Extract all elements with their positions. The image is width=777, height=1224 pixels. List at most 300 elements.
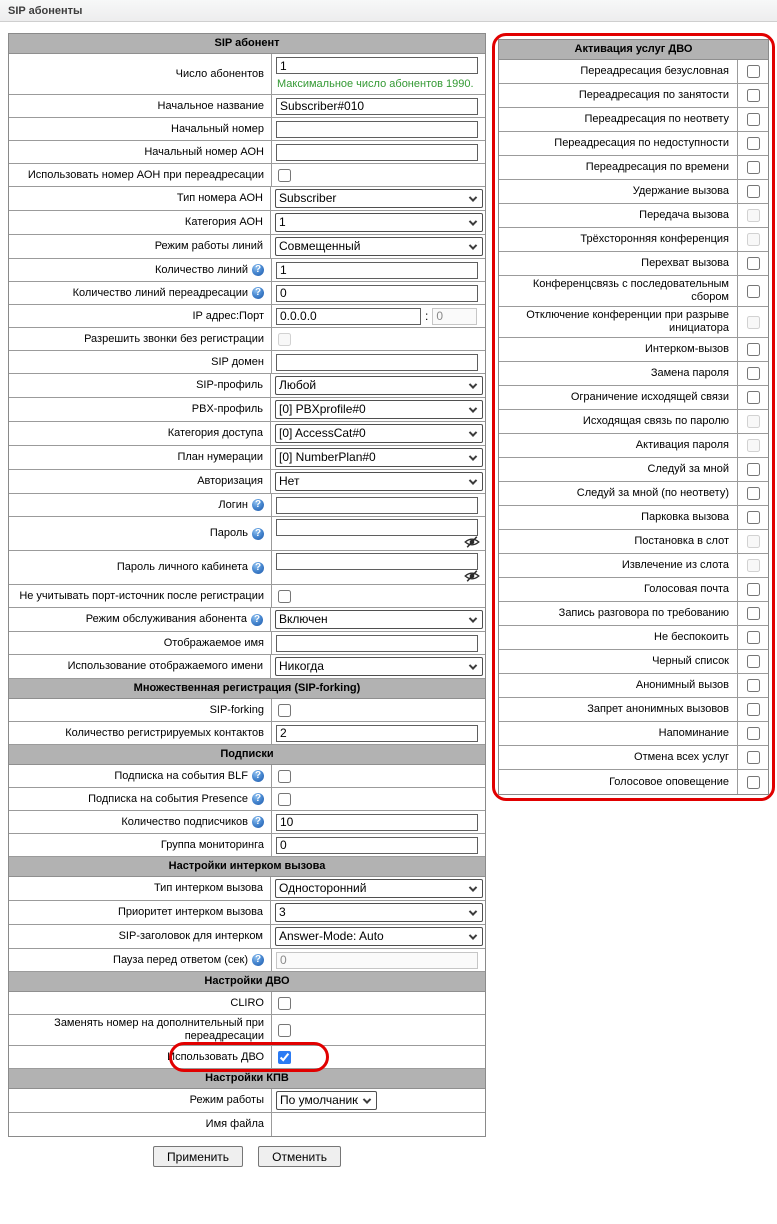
- dvo-row: [499, 362, 768, 386]
- dvo-label-cell: [499, 774, 737, 791]
- section-header: [9, 972, 485, 992]
- field-label-cell: [9, 331, 271, 348]
- field-label: SIP домен: [211, 355, 264, 368]
- dvo-row: [499, 276, 768, 307]
- checkbox[interactable]: [278, 793, 291, 806]
- dvo-label-cell: [499, 341, 737, 358]
- field-label: Количество подписчиков: [121, 815, 248, 828]
- dvo-checkbox-cell: [737, 698, 768, 721]
- field-label: Начальное название: [157, 99, 264, 112]
- dvo-label-cell: [499, 629, 737, 646]
- dropdown-select[interactable]: [275, 879, 483, 898]
- apply-button[interactable]: Применить: [153, 1146, 243, 1167]
- dvo-label: Следуй за мной: [647, 463, 729, 475]
- password-visibility-eye-slash-icon[interactable]: [464, 570, 480, 582]
- dvo-label: Напоминание: [658, 727, 729, 739]
- field-label-cell: [9, 238, 270, 255]
- form-row: [9, 834, 485, 857]
- dvo-checkbox[interactable]: [747, 631, 760, 644]
- field-label: Режим обслуживания абонента: [85, 613, 247, 625]
- checkbox[interactable]: [278, 169, 291, 182]
- dvo-checkbox-cell: [737, 578, 768, 601]
- dropdown-select[interactable]: [275, 657, 483, 676]
- dvo-checkbox[interactable]: [747, 65, 760, 78]
- dvo-row: [499, 674, 768, 698]
- dvo-label: Интерком-вызов: [644, 343, 729, 355]
- field-control-cell: [271, 494, 485, 516]
- text-input[interactable]: [276, 285, 478, 302]
- dvo-label: Извлечение из слота: [621, 559, 729, 571]
- dvo-checkbox[interactable]: [747, 679, 760, 692]
- dvo-checkbox-cell: [737, 626, 768, 649]
- field-control-cell: [270, 901, 485, 924]
- dvo-row: [499, 746, 768, 770]
- section-header: [9, 34, 485, 54]
- select-wrap: [275, 903, 483, 922]
- dvo-checkbox[interactable]: [747, 751, 760, 764]
- help-icon[interactable]: [252, 499, 264, 511]
- dvo-checkbox-cell: [737, 180, 768, 203]
- dvo-row: [499, 626, 768, 650]
- form-row: [9, 722, 485, 745]
- dvo-checkbox-cell: [737, 386, 768, 409]
- dvo-label: Ограничение исходящей связи: [570, 391, 729, 403]
- checkbox[interactable]: [278, 1051, 291, 1064]
- cancel-button[interactable]: Отменить: [258, 1146, 341, 1167]
- dvo-checkbox[interactable]: [747, 285, 760, 298]
- dvo-checkbox[interactable]: [747, 367, 760, 380]
- dropdown-select[interactable]: [275, 213, 483, 232]
- field-label: Начальный номер АОН: [144, 145, 264, 158]
- dvo-checkbox-cell: [737, 434, 768, 457]
- field-control-cell: [270, 211, 485, 234]
- field-label: Тип интерком вызова: [153, 882, 263, 894]
- dvo-row: [499, 554, 768, 578]
- help-icon[interactable]: [252, 816, 264, 828]
- dvo-services-panel: [498, 39, 769, 795]
- field-label-cell: [9, 1049, 271, 1066]
- form-row: [9, 118, 485, 141]
- dvo-label: Черный список: [652, 655, 729, 667]
- form-row: [9, 374, 485, 398]
- dvo-row: [499, 410, 768, 434]
- help-icon[interactable]: [252, 562, 264, 574]
- dvo-label: Анонимный вызов: [635, 679, 729, 691]
- field-control-cell: [271, 259, 485, 281]
- dvo-label: Конференцсвязь с последовательным сбором: [532, 278, 729, 303]
- dvo-label-cell: [499, 485, 737, 502]
- dvo-checkbox-cell: [737, 60, 768, 83]
- checkbox[interactable]: [278, 704, 291, 717]
- dvo-row: [499, 722, 768, 746]
- field-label-cell: [9, 559, 271, 576]
- section-title: Множественная регистрация (SIP-forking): [133, 682, 361, 694]
- section-header: [9, 679, 485, 699]
- form-row: [9, 259, 485, 282]
- field-label-cell: [9, 285, 271, 302]
- field-control-cell: [271, 834, 485, 856]
- field-control-cell: [271, 118, 485, 140]
- form-row: [9, 632, 485, 655]
- dvo-checkbox[interactable]: [747, 113, 760, 126]
- field-label-cell: [9, 121, 271, 138]
- field-label-cell: [9, 952, 271, 969]
- field-label: PBX-профиль: [191, 403, 263, 415]
- section-title: Настройки КПВ: [205, 1072, 289, 1084]
- dropdown-select[interactable]: [275, 237, 483, 256]
- help-icon[interactable]: [251, 614, 263, 626]
- form-row: [9, 949, 485, 972]
- form-row: [9, 95, 485, 118]
- dvo-checkbox[interactable]: [747, 607, 760, 620]
- field-label: Разрешить звонки без регистрации: [84, 332, 264, 345]
- dvo-checkbox[interactable]: [747, 583, 760, 596]
- dvo-row: [499, 530, 768, 554]
- dvo-row: [499, 132, 768, 156]
- dvo-checkbox-cell: [737, 722, 768, 745]
- dvo-checkbox[interactable]: [747, 463, 760, 476]
- dropdown-select[interactable]: [275, 610, 483, 629]
- field-label: Количество линий: [154, 263, 248, 276]
- field-label: IP адрес:Порт: [192, 309, 264, 322]
- dropdown-select[interactable]: [275, 903, 483, 922]
- text-input: [276, 952, 478, 969]
- dvo-label: Голосовое оповещение: [609, 775, 729, 788]
- field-label-cell: [9, 1015, 271, 1045]
- form-row: [9, 1089, 485, 1113]
- dvo-checkbox-cell: [737, 650, 768, 673]
- field-label: SIP-профиль: [196, 379, 263, 391]
- text-input[interactable]: [276, 519, 478, 536]
- field-label-cell: [9, 190, 270, 207]
- form-row: [9, 585, 485, 608]
- page-title: SIP абоненты: [8, 4, 83, 17]
- form-row: [9, 164, 485, 187]
- field-label: Не учитывать порт-источник после регистрации: [19, 589, 264, 602]
- dvo-checkbox-cell: [737, 506, 768, 529]
- dvo-checkbox[interactable]: [747, 487, 760, 500]
- help-icon[interactable]: [252, 770, 264, 782]
- dvo-label: Переадресация по времени: [585, 161, 729, 173]
- dropdown-select[interactable]: [275, 400, 483, 419]
- dvo-checkbox[interactable]: [747, 137, 760, 150]
- checkbox[interactable]: [278, 770, 291, 783]
- text-input[interactable]: [276, 57, 478, 74]
- field-control-cell: [271, 305, 485, 327]
- field-label: Количество линий переадресации: [72, 286, 248, 299]
- field-label: Использовать номер АОН при переадресации: [27, 168, 264, 181]
- dvo-checkbox: [747, 209, 760, 222]
- checkbox[interactable]: [278, 997, 291, 1010]
- dvo-checkbox-cell: [737, 770, 768, 794]
- checkbox: [278, 333, 291, 346]
- select-wrap: [275, 472, 483, 491]
- form-row: [9, 446, 485, 470]
- field-label: Количество регистрируемых контактов: [65, 726, 264, 739]
- field-label: Режим работы: [189, 1094, 264, 1106]
- field-label: Логин: [218, 498, 248, 511]
- form-row: [9, 517, 485, 551]
- field-label-cell: [9, 658, 270, 675]
- field-label: Авторизация: [197, 475, 263, 487]
- dvo-checkbox[interactable]: [747, 343, 760, 356]
- field-label-cell: [9, 497, 271, 514]
- section-title: Подписки: [220, 748, 274, 760]
- field-label: SIP-forking: [209, 703, 264, 716]
- dvo-checkbox-cell: [737, 228, 768, 251]
- dvo-checkbox[interactable]: [747, 703, 760, 716]
- text-input[interactable]: [276, 814, 478, 831]
- field-label-cell: [9, 425, 270, 442]
- form-row: [9, 211, 485, 235]
- help-icon[interactable]: [252, 793, 264, 805]
- text-input[interactable]: [276, 635, 478, 652]
- dvo-checkbox: [747, 535, 760, 548]
- field-control-cell: [270, 422, 485, 445]
- dvo-checkbox[interactable]: [747, 391, 760, 404]
- text-input[interactable]: [276, 98, 478, 115]
- text-input[interactable]: [276, 308, 421, 325]
- form-row: [9, 788, 485, 811]
- dvo-checkbox[interactable]: [747, 89, 760, 102]
- field-label: Приоритет интерком вызова: [118, 906, 263, 918]
- dropdown-select[interactable]: [275, 472, 483, 491]
- dvo-label-cell: [499, 509, 737, 526]
- dvo-row: [499, 84, 768, 108]
- dvo-label: Исходящая связь по паролю: [582, 415, 729, 427]
- select-wrap: [275, 376, 483, 395]
- field-label: SIP-заголовок для интерком: [118, 930, 263, 942]
- field-control-cell: [270, 655, 485, 678]
- field-label-cell: [9, 308, 271, 325]
- dvo-label-cell: [499, 557, 737, 574]
- field-label-cell: [9, 702, 271, 719]
- text-input[interactable]: [276, 497, 478, 514]
- form-row: [9, 141, 485, 164]
- field-control-cell: [271, 95, 485, 117]
- form-row: [9, 398, 485, 422]
- dvo-checkbox-cell: [737, 252, 768, 275]
- field-label-cell: [9, 525, 271, 542]
- text-input[interactable]: [276, 553, 478, 570]
- dropdown-select[interactable]: [275, 424, 483, 443]
- help-icon[interactable]: [252, 264, 264, 276]
- dvo-checkbox-cell: [737, 602, 768, 625]
- dvo-label: Передача вызова: [639, 209, 729, 221]
- dvo-label-cell: [499, 159, 737, 176]
- dvo-checkbox[interactable]: [747, 161, 760, 174]
- field-label: Категория АОН: [184, 216, 263, 228]
- field-label: Категория доступа: [167, 427, 263, 439]
- field-label-cell: [9, 880, 270, 897]
- form-row: [9, 608, 485, 632]
- field-control-cell: [271, 949, 485, 971]
- dropdown-select[interactable]: [276, 1091, 377, 1110]
- text-input[interactable]: [276, 725, 478, 742]
- select-wrap: [275, 237, 483, 256]
- field-control-cell: [271, 282, 485, 304]
- field-label-cell: [9, 995, 271, 1012]
- dropdown-select[interactable]: [275, 376, 483, 395]
- dvo-checkbox: [747, 415, 760, 428]
- dropdown-select[interactable]: [275, 189, 483, 208]
- dvo-label-cell: [499, 461, 737, 478]
- password-visibility-eye-slash-icon[interactable]: [464, 536, 480, 548]
- dvo-row: [499, 458, 768, 482]
- dvo-row: [499, 482, 768, 506]
- dvo-row: [499, 338, 768, 362]
- select-wrap: [275, 927, 483, 946]
- field-control-cell: [271, 328, 485, 350]
- field-label-cell: [9, 791, 271, 808]
- dvo-label-cell: [499, 677, 737, 694]
- text-input[interactable]: [276, 262, 478, 279]
- checkbox[interactable]: [278, 1024, 291, 1037]
- dvo-checkbox[interactable]: [747, 185, 760, 198]
- dvo-label-cell: [499, 389, 737, 406]
- dvo-row: [499, 770, 768, 794]
- field-control-cell: [270, 235, 485, 258]
- dvo-checkbox-cell: [737, 108, 768, 131]
- dvo-label: Активация пароля: [635, 439, 729, 451]
- dvo-label: Переадресация безусловная: [580, 65, 729, 77]
- form-row: [9, 765, 485, 788]
- dvo-label-cell: [499, 365, 737, 382]
- help-icon[interactable]: [252, 287, 264, 299]
- dropdown-select[interactable]: [275, 927, 483, 946]
- field-control-cell: [270, 470, 485, 493]
- form-row: [9, 551, 485, 585]
- dvo-label: Следуй за мной (по неответу): [576, 487, 729, 499]
- dvo-checkbox[interactable]: [747, 776, 760, 789]
- dvo-label-cell: [499, 63, 737, 80]
- select-wrap: [275, 879, 483, 898]
- field-label-cell: [9, 449, 270, 466]
- dvo-row: [499, 60, 768, 84]
- dvo-label-cell: [499, 255, 737, 272]
- button-bar: [8, 1146, 486, 1177]
- dvo-row: [499, 156, 768, 180]
- field-label-cell: [9, 401, 270, 418]
- section-title: Настройки интерком вызова: [168, 860, 326, 872]
- form-row: [9, 992, 485, 1015]
- dvo-row: [499, 602, 768, 626]
- field-label: Использование отображаемого имени: [67, 660, 263, 672]
- dvo-label-cell: [499, 135, 737, 152]
- field-control-cell: [271, 1113, 485, 1136]
- field-control-cell: [270, 187, 485, 210]
- dvo-label-cell: [499, 111, 737, 128]
- dvo-row: [499, 650, 768, 674]
- form-row: [9, 54, 485, 95]
- dvo-label-cell: [499, 437, 737, 454]
- dvo-checkbox[interactable]: [747, 257, 760, 270]
- ip-port-separator: :: [425, 309, 429, 323]
- dvo-label-cell: [499, 701, 737, 718]
- dvo-checkbox: [747, 559, 760, 572]
- dvo-checkbox: [747, 233, 760, 246]
- field-control-cell: [271, 1015, 485, 1045]
- field-label-cell: [9, 611, 270, 628]
- dvo-panel-header: [499, 40, 768, 60]
- form-row: [9, 1015, 485, 1046]
- form-row: [9, 877, 485, 901]
- dvo-checkbox-cell: [737, 156, 768, 179]
- form-row: [9, 470, 485, 494]
- select-wrap: [275, 657, 483, 676]
- dvo-label: Голосовая почта: [644, 583, 729, 595]
- text-input[interactable]: [276, 144, 478, 161]
- page-header: [0, 0, 777, 22]
- dvo-checkbox-cell: [737, 746, 768, 769]
- dvo-checkbox[interactable]: [747, 511, 760, 524]
- field-label: Подписка на события BLF: [114, 769, 248, 782]
- dvo-label-cell: [499, 581, 737, 598]
- form-row: [9, 328, 485, 351]
- dvo-row: [499, 180, 768, 204]
- select-wrap: [276, 1091, 377, 1110]
- dvo-checkbox[interactable]: [747, 727, 760, 740]
- dvo-row: [499, 307, 768, 338]
- form-row: [9, 1046, 485, 1069]
- field-control-cell: [271, 788, 485, 810]
- form-row: [9, 187, 485, 211]
- field-control-cell: [271, 765, 485, 787]
- dvo-checkbox: [747, 316, 760, 329]
- text-input[interactable]: [276, 121, 478, 138]
- field-control-cell: [271, 632, 485, 654]
- dvo-label: Отмена всех услуг: [634, 751, 729, 763]
- dvo-label-cell: [499, 231, 737, 248]
- field-control-cell: [271, 1046, 485, 1068]
- form-row: [9, 235, 485, 259]
- field-control-cell: [271, 351, 485, 373]
- form-row: [9, 925, 485, 949]
- field-control-cell: [271, 811, 485, 833]
- field-control-cell: [271, 551, 485, 584]
- dvo-label-cell: [499, 276, 737, 306]
- dvo-row: [499, 578, 768, 602]
- section-header: [9, 857, 485, 877]
- checkbox[interactable]: [278, 590, 291, 603]
- text-input[interactable]: [276, 837, 478, 854]
- field-label-cell: [9, 768, 271, 785]
- dvo-checkbox-cell: [737, 132, 768, 155]
- help-icon[interactable]: [252, 528, 264, 540]
- field-control-cell: [270, 398, 485, 421]
- field-control-cell: [271, 1089, 485, 1112]
- field-label-cell: [9, 904, 270, 921]
- field-control-cell: [271, 141, 485, 163]
- dropdown-select[interactable]: [275, 448, 483, 467]
- help-icon[interactable]: [252, 954, 264, 966]
- field-label-cell: [9, 214, 270, 231]
- field-label: Заменять номер на дополнительный при переадресации: [54, 1017, 264, 1042]
- field-control-cell: [271, 699, 485, 721]
- dvo-checkbox[interactable]: [747, 655, 760, 668]
- field-label-cell: [9, 928, 270, 945]
- text-input[interactable]: [276, 354, 478, 371]
- dvo-checkbox-cell: [737, 674, 768, 697]
- dvo-checkbox-cell: [737, 204, 768, 227]
- field-control-cell: [270, 608, 485, 631]
- dvo-label-cell: [499, 725, 737, 742]
- field-control-cell: [271, 722, 485, 744]
- field-control-cell: [270, 877, 485, 900]
- field-label: Использовать ДВО: [167, 1050, 264, 1063]
- select-wrap: [275, 400, 483, 419]
- form-row: [9, 422, 485, 446]
